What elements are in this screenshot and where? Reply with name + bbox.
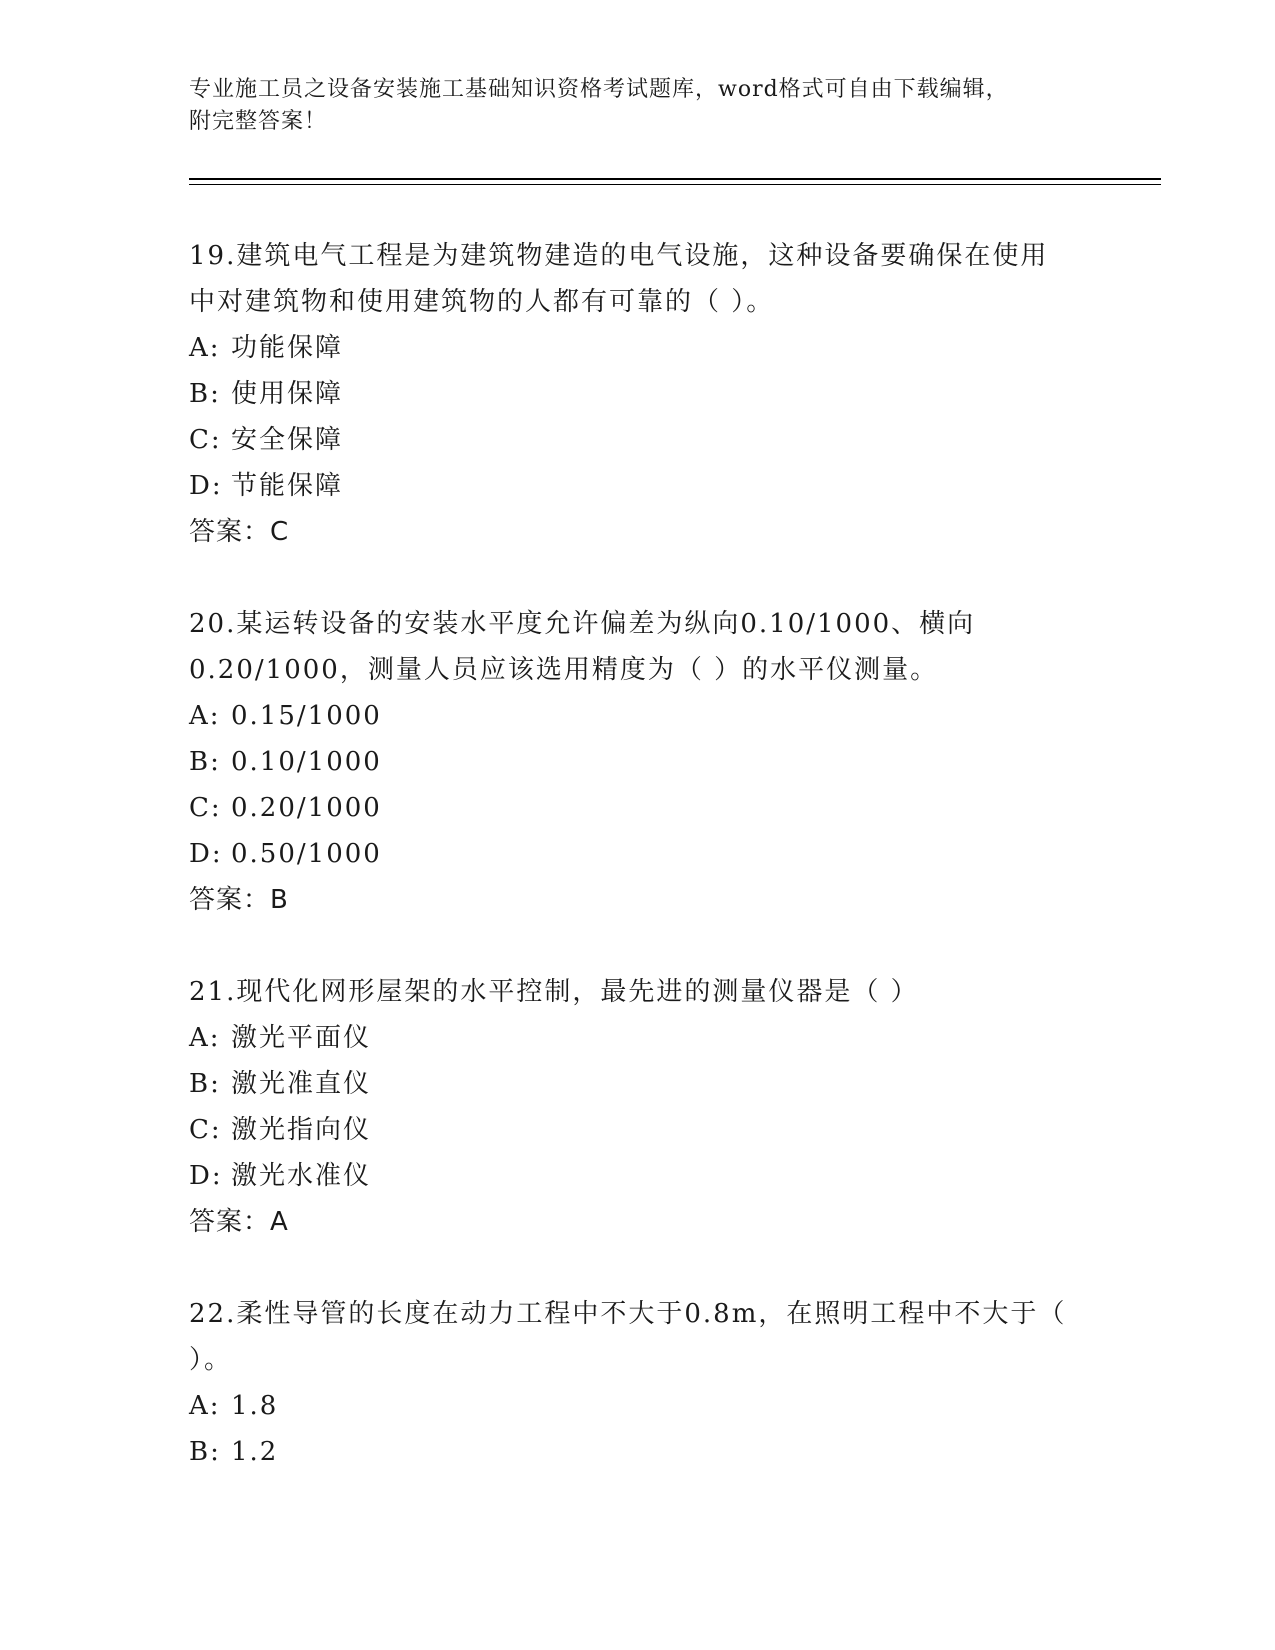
header-title-line-1: 专业施工员之设备安装施工基础知识资格考试题库，word格式可自由下载编辑， (189, 77, 1009, 102)
option-d (189, 1153, 1089, 1199)
option-letter: B: (189, 379, 221, 409)
option-text: 使用保障 (231, 379, 344, 409)
option-b (189, 371, 1089, 417)
option-c (189, 785, 1089, 831)
option-c (189, 1107, 1089, 1153)
option-text: 激光指向仪 (231, 1115, 372, 1145)
header-title-line-2: 附完整答案！ (189, 109, 328, 134)
header-divider-thin (189, 184, 1161, 185)
option-text: 0.15/1000 (231, 701, 382, 731)
option-letter: A: (189, 1391, 221, 1421)
option-text: 0.20/1000 (231, 793, 382, 823)
option-text: 节能保障 (231, 471, 344, 501)
option-text: 0.10/1000 (231, 747, 382, 777)
option-text: 1.8 (231, 1391, 279, 1421)
option-d (189, 463, 1089, 509)
answer-line: 答案：C (189, 517, 290, 547)
question-text: ）。 (189, 1345, 233, 1375)
option-letter: B: (189, 747, 221, 777)
question-text: 20.某运转设备的安装水平度允许偏差为纵向0.10/1000、横向 (189, 609, 976, 639)
option-letter: C: (189, 1115, 222, 1145)
option-a (189, 1383, 1089, 1429)
option-a (189, 325, 1089, 371)
answer-line: 答案：A (189, 1207, 289, 1237)
option-text: 0.50/1000 (231, 839, 382, 869)
answer-line: 答案：B (189, 885, 289, 915)
option-a (189, 693, 1089, 739)
question-20 (189, 601, 1089, 923)
option-text: 安全保障 (231, 425, 344, 455)
option-text: 功能保障 (231, 333, 344, 363)
option-letter: C: (189, 793, 222, 823)
option-text: 激光水准仪 (231, 1161, 372, 1191)
question-19 (189, 233, 1089, 555)
option-b (189, 1429, 1089, 1475)
option-letter: C: (189, 425, 222, 455)
option-d (189, 831, 1089, 877)
question-text: 21.现代化网形屋架的水平控制，最先进的测量仪器是（ ） (189, 977, 919, 1007)
document-header (189, 74, 1109, 138)
header-divider-thick (189, 178, 1161, 180)
question-text: 中对建筑物和使用建筑物的人都有可靠的（ ）。 (189, 287, 775, 317)
option-text: 激光平面仪 (231, 1023, 372, 1053)
option-letter: D: (189, 1161, 223, 1191)
option-b (189, 1061, 1089, 1107)
option-letter: A: (189, 701, 221, 731)
question-21 (189, 969, 1089, 1245)
option-a (189, 1015, 1089, 1061)
option-c (189, 417, 1089, 463)
question-text: 0.20/1000，测量人员应该选用精度为（ ）的水平仪测量。 (189, 655, 939, 685)
option-letter: D: (189, 471, 223, 501)
question-text: 19.建筑电气工程是为建筑物建造的电气设施，这种设备要确保在使用 (189, 241, 1049, 271)
question-22 (189, 1291, 1089, 1475)
option-text: 1.2 (231, 1437, 279, 1467)
option-letter: A: (189, 333, 221, 363)
option-text: 激光准直仪 (231, 1069, 372, 1099)
option-b (189, 739, 1089, 785)
option-letter: A: (189, 1023, 221, 1053)
question-text: 22.柔性导管的长度在动力工程中不大于0.8m，在照明工程中不大于（ (189, 1299, 1067, 1329)
option-letter: B: (189, 1437, 221, 1467)
option-letter: B: (189, 1069, 221, 1099)
option-letter: D: (189, 839, 223, 869)
